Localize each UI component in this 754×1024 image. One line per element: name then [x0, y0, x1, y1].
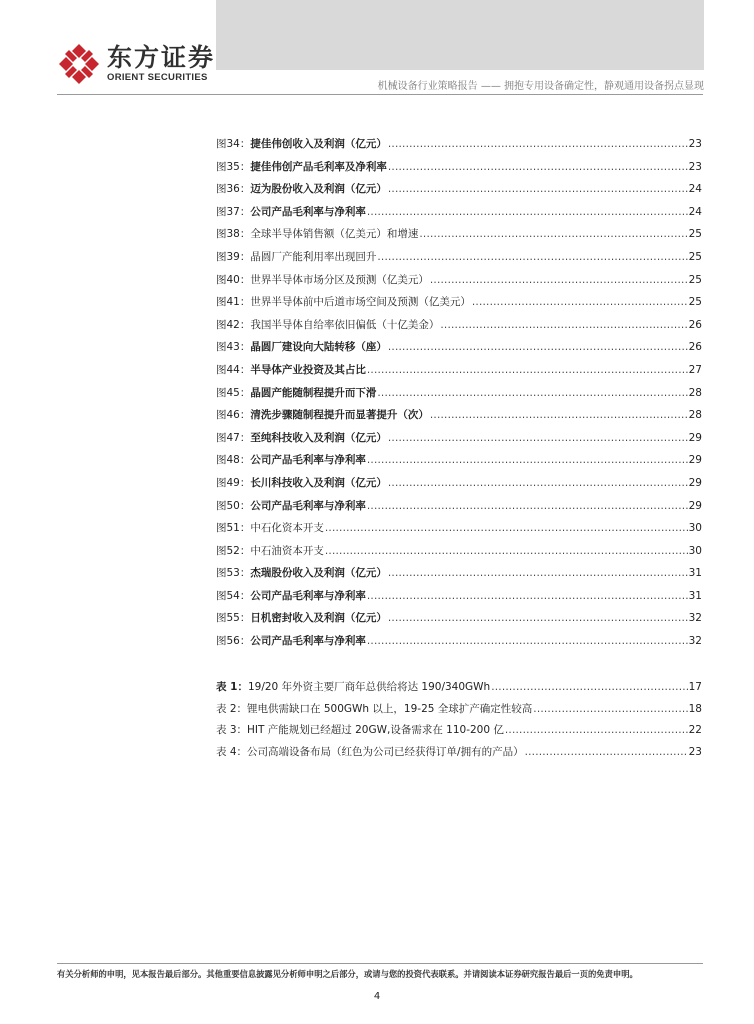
- figure-entry[interactable]: [216, 521, 702, 544]
- figure-title: 晶圆产能随制程提升而下滑: [250, 386, 377, 399]
- figure-entry[interactable]: [216, 295, 702, 318]
- table-title: 公司高端设备布局（红色为公司已经获得订单/拥有的产品）: [247, 745, 524, 758]
- table-page-number: 17: [688, 681, 702, 693]
- table-entry[interactable]: [216, 702, 702, 724]
- figure-entry[interactable]: [216, 318, 702, 341]
- figure-label: 图36：: [216, 183, 251, 196]
- figure-title: 全球半导体销售额（亿美元）和增速: [250, 228, 419, 241]
- table-label: 表 4：: [216, 745, 248, 758]
- table-label: 表 3：: [216, 724, 248, 737]
- dot-leader: [505, 723, 688, 737]
- figure-label: 图45：: [216, 386, 251, 399]
- figure-label: 图41：: [216, 296, 251, 309]
- dot-leader: [325, 521, 688, 535]
- figure-page-number: 28: [688, 386, 702, 399]
- figure-entry[interactable]: [216, 408, 702, 431]
- table-page-number: 22: [688, 724, 702, 737]
- header-divider: [57, 94, 703, 95]
- figure-page-number: 27: [688, 363, 702, 376]
- figure-label: 图46：: [216, 409, 251, 422]
- figure-entry[interactable]: [216, 634, 702, 657]
- figure-entry[interactable]: [216, 182, 702, 205]
- dot-leader: [388, 340, 688, 354]
- figure-title: 中石油资本开支: [250, 544, 324, 557]
- figure-label: 图37：: [216, 205, 251, 218]
- logo-english-name: ORIENT SECURITIES: [107, 72, 208, 83]
- figure-page-number: 31: [688, 567, 702, 580]
- dot-leader: [388, 182, 688, 196]
- figure-title: 我国半导体自给率依旧偏低（十亿美金）: [250, 318, 440, 331]
- logo-chinese-name: 东方证券: [107, 43, 216, 72]
- figure-label: 图51：: [216, 522, 251, 535]
- dot-leader: [367, 205, 688, 219]
- figure-page-number: 30: [688, 544, 702, 557]
- figure-title: 半导体产业投资及其占比: [250, 363, 366, 376]
- figure-entry[interactable]: [216, 453, 702, 476]
- figure-page-number: 26: [688, 341, 702, 354]
- dot-leader: [388, 431, 688, 445]
- table-page-number: 18: [688, 702, 702, 715]
- figure-title: 迈为股份收入及利润（亿元）: [250, 183, 387, 196]
- table-title: HIT 产能规划已经超过 20GW,设备需求在 110-200 亿: [247, 724, 504, 737]
- figure-label: 图48：: [216, 454, 251, 467]
- figure-label: 图42：: [216, 318, 251, 331]
- figure-page-number: 24: [688, 205, 702, 218]
- figure-label: 图43：: [216, 341, 251, 354]
- figure-entry[interactable]: [216, 386, 702, 409]
- dot-leader: [533, 702, 687, 716]
- table-label: 表 1：: [216, 681, 248, 693]
- header-bar: [216, 0, 704, 70]
- dot-leader: [388, 611, 688, 625]
- figure-label: 图55：: [216, 612, 251, 625]
- figure-page-number: 25: [688, 250, 702, 263]
- figure-label: 图44：: [216, 363, 251, 376]
- figure-page-number: 28: [688, 409, 702, 422]
- figure-title: 公司产品毛利率与净利率: [250, 499, 366, 512]
- figure-page-number: 23: [688, 160, 702, 173]
- figure-title: 公司产品毛利率与净利率: [250, 205, 366, 218]
- figure-label: 图38：: [216, 228, 251, 241]
- figure-page-number: 32: [688, 612, 702, 625]
- figure-page-number: 29: [688, 431, 702, 444]
- table-label: 表 2：: [216, 702, 248, 715]
- table-page-number: 23: [688, 745, 702, 758]
- page-number: 4: [373, 991, 381, 1002]
- figure-entry[interactable]: [216, 499, 702, 522]
- figure-title: 晶圆厂建设向大陆转移（座）: [250, 341, 387, 354]
- figure-label: 图56：: [216, 635, 251, 648]
- figure-page-number: 31: [688, 589, 702, 602]
- figure-page-number: 25: [688, 228, 702, 241]
- orient-securities-logo-icon: [57, 42, 101, 86]
- figure-label: 图39：: [216, 250, 251, 263]
- figure-entry[interactable]: [216, 205, 702, 228]
- figure-entry[interactable]: [216, 340, 702, 363]
- figure-label: 图47：: [216, 431, 251, 444]
- dot-leader: [491, 680, 687, 694]
- figure-title: 捷佳伟创产品毛利率及净利率: [250, 160, 387, 173]
- dot-leader: [388, 476, 688, 490]
- figure-label: 图53：: [216, 567, 251, 580]
- figure-label: 图40：: [216, 273, 251, 286]
- figure-page-number: 26: [688, 318, 702, 331]
- figure-page-number: 29: [688, 476, 702, 489]
- figure-title: 长川科技收入及利润（亿元）: [250, 476, 387, 489]
- dot-leader: [388, 566, 688, 580]
- dot-leader: [325, 544, 688, 558]
- figure-page-number: 30: [688, 522, 702, 535]
- figure-page-number: 24: [688, 183, 702, 196]
- figure-title: 公司产品毛利率与净利率: [250, 635, 366, 648]
- figure-title: 捷佳伟创收入及利润（亿元）: [250, 138, 387, 150]
- dot-leader: [367, 634, 688, 648]
- figure-title: 公司产品毛利率与净利率: [250, 589, 366, 602]
- figure-label: 图49：: [216, 476, 251, 489]
- dot-leader: [367, 363, 688, 377]
- logo: [57, 42, 215, 86]
- table-title: 19/20 年外资主要厂商年总供给将达 190/340GWh: [247, 681, 491, 693]
- figure-page-number: 29: [688, 454, 702, 467]
- figure-label: 图34：: [216, 138, 251, 150]
- figure-title: 杰瑞股份收入及利润（亿元）: [250, 567, 387, 580]
- figure-entry[interactable]: [216, 476, 702, 499]
- figure-page-number: 32: [688, 635, 702, 648]
- figure-entry[interactable]: [216, 544, 702, 567]
- figure-entry[interactable]: [216, 137, 702, 160]
- figure-title: 晶圆厂产能利用率出现回升: [250, 250, 377, 263]
- figure-entry[interactable]: [216, 250, 702, 273]
- figure-label: 图50：: [216, 499, 251, 512]
- dot-leader: [430, 273, 688, 287]
- figure-page-number: 23: [688, 138, 702, 150]
- figure-entry[interactable]: [216, 566, 702, 589]
- dot-leader: [367, 499, 688, 513]
- dot-leader: [367, 589, 688, 603]
- table-entry[interactable]: [216, 745, 702, 767]
- figure-entry[interactable]: [216, 160, 702, 183]
- dot-leader: [367, 453, 688, 467]
- figure-entry[interactable]: [216, 273, 702, 296]
- figure-title: 世界半导体前中后道市场空间及预测（亿美元）: [250, 296, 471, 309]
- figure-entry[interactable]: [216, 589, 702, 612]
- figure-label: 图54：: [216, 589, 251, 602]
- figure-title: 清洗步骤随制程提升而显著提升（次）: [250, 409, 429, 422]
- figure-entry[interactable]: [216, 611, 702, 634]
- dot-leader: [419, 227, 687, 241]
- figure-title: 日机密封收入及利润（亿元）: [250, 612, 387, 625]
- table-toc: [216, 680, 702, 766]
- figure-label: 图52：: [216, 544, 251, 557]
- disclaimer-note: 有关分析师的申明，见本报告最后部分。其他重要信息披露见分析师申明之后部分，或请与您的投资代表联系。并请阅读本证券研究报告最后一页的免责申明。: [57, 969, 638, 979]
- dot-leader: [388, 137, 688, 151]
- figure-page-number: 25: [688, 296, 702, 309]
- table-entry[interactable]: [216, 680, 702, 702]
- dot-leader: [388, 160, 688, 174]
- figure-label: 图35：: [216, 160, 251, 173]
- dot-leader: [472, 295, 688, 309]
- dot-leader: [377, 250, 687, 264]
- figure-title: 中石化资本开支: [250, 522, 324, 535]
- figure-page-number: 25: [688, 273, 702, 286]
- footer-divider: [57, 963, 703, 964]
- dot-leader: [440, 318, 687, 332]
- figure-entry[interactable]: [216, 431, 702, 454]
- dot-leader: [525, 745, 688, 759]
- figure-toc: [216, 137, 702, 657]
- figure-page-number: 29: [688, 499, 702, 512]
- figure-title: 公司产品毛利率与净利率: [250, 454, 366, 467]
- figure-title: 至纯科技收入及利润（亿元）: [250, 431, 387, 444]
- figure-entry[interactable]: [216, 363, 702, 386]
- figure-entry[interactable]: [216, 227, 702, 250]
- figure-title: 世界半导体市场分区及预测（亿美元）: [250, 273, 429, 286]
- report-subtitle: 机械设备行业策略报告 —— 拥抱专用设备确定性，静观通用设备拐点显现: [377, 81, 704, 92]
- table-entry[interactable]: [216, 723, 702, 745]
- dot-leader: [377, 386, 687, 400]
- table-title: 锂电供需缺口在 500GWh 以上，19-25 全球扩产确定性较高: [247, 702, 533, 715]
- dot-leader: [430, 408, 688, 422]
